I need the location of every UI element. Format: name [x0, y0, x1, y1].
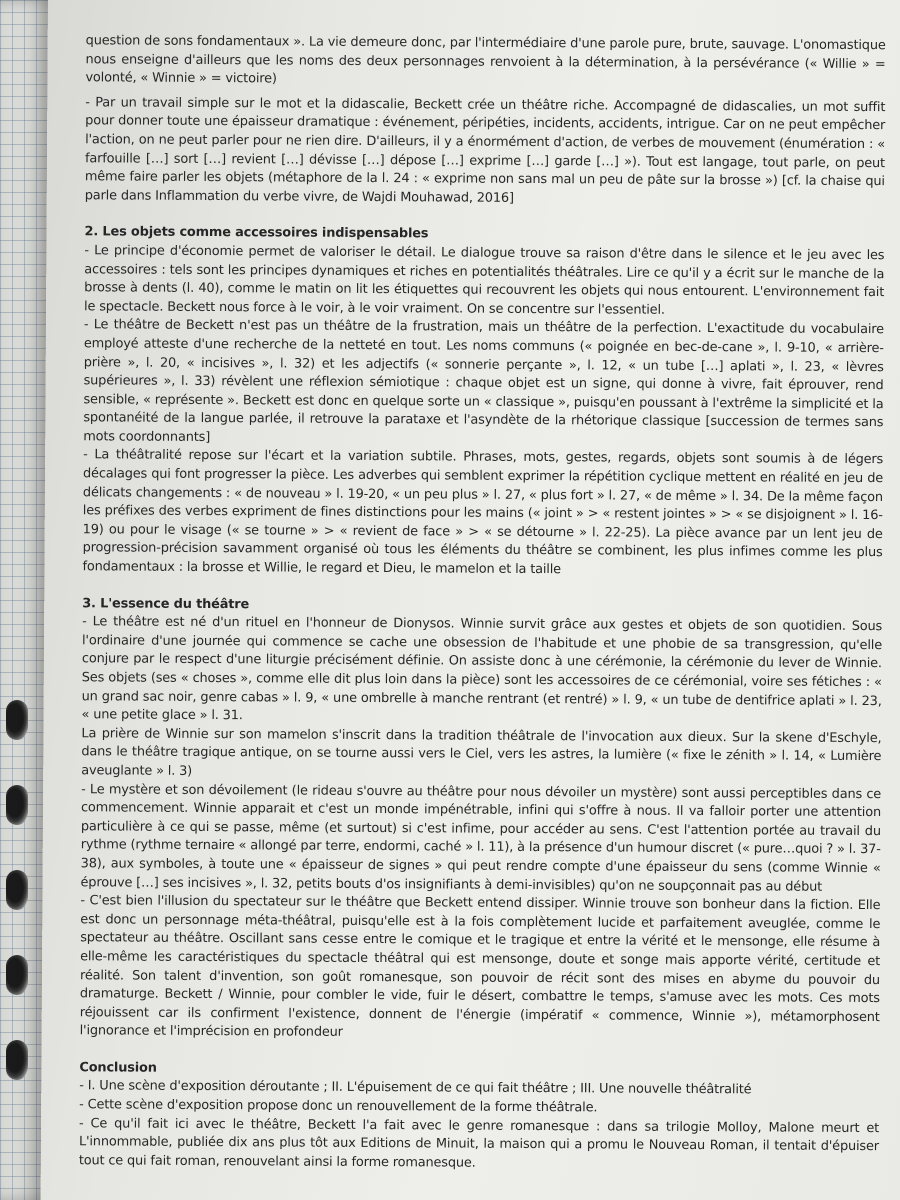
section-heading: Conclusion	[79, 1060, 157, 1076]
binder-ring-icon	[6, 870, 28, 910]
binder-ring-icon	[6, 1040, 28, 1080]
binder-ring-icon	[6, 785, 28, 825]
section-paragraph: La prière de Winnie sur son mamelon s'inscrit dans la tradition théâtrale de l'invocation aux dieux. Sur la skene d'Eschyle, dans le théâtre tragique antique, on se tourne aussi vers le Ciel, vers les astres, la lumière (« fixe le zénith » l. 14, « Lumière aveuglante » l. 3)	[81, 725, 882, 779]
section-paragraph: - C'est bien l'illusion du spectateur sur le théâtre que Beckett entend dissiper. Winnie trouve son bonheur dans la fiction. Elle est donc un personnage méta-théâtral, puisqu'elle est à la fois complètement lucide et parfaitement aveuglée, comme le spectateur au théâtre. Oscillant sans cesse entre le comique et le tragique et entre la vérité et le mensonge, elle résume à elle-même les caractéristiques du spectacle théâtral qui est mensonge, doute et songe mais apporte vérité, certitude et réalité. Son talent d'invention, son goût romanesque, son pouvoir de récit sont des mises en abyme du pouvoir du dramaturge. Beckett / Winnie, pour combler le vide, fuir le désert, combattre le temps, s'amuse avec les mots. Ces mots réjouissent car ils confirment l'existence, donnent de l'énergie (impératif « commence, Winnie »), métamorphosent l'ignorance et l'imprécision en profondeur	[79, 893, 881, 1041]
binder-ring-icon	[6, 955, 28, 995]
section-paragraph: - Le principe d'économie permet de valoriser le détail. Le dialogue trouve sa raison d'être dans le silence et le jeu avec les accessoires : tels sont les principes dynamiques et riches en potentialités théâtrales. Lire ce qu'il y a écrit sur le manche de la brosse à dents (l. 40), comme le matin on lit les étiquettes qui recouvrent les objets qui nous entourent. L'environnement fait le spectacle. Beckett nous force à le voir, à le voir vraiment. On se concentre sur l'essentiel.	[84, 243, 885, 318]
printed-page	[41, 0, 900, 1200]
intro-paragraph: - Par un travail simple sur le mot et la didascalie, Beckett crée un théâtre riche. Accompagné de didascalies, un mot suffit pour donner toute une épaisseur dramatique : événement, péripéties, incidents, accidents, intrigue. Car on ne peut empêcher l'action, on ne peut parler pour ne rien dire. D'ailleurs, il y a énormément d'action, de verbes de mouvement (énumération : « farfouille […] sort […] revient […] dévisse […] dépose […] exprime […] garde […] »). Tout est langage, tout parle, on peut même faire parler les objets (métaphore de la l. 24 : « exprime non sans mal un peu de pâte sur la brosse ») [cf. la chaise qui parle dans Inflammation du verbe vivre, de Wajdi Mouhawad, 2016]	[84, 95, 886, 206]
conclusion-paragraph: - Ce qu'il fait ici avec le théâtre, Beckett l'a fait avec le genre romanesque : dans sa trilogie Molloy, Malone meurt et L'innommable, publiée dix ans plus tôt aux Editions de Minuit, la maison qui a promu le Nouveau Roman, il tentait d'épuiser tout ce qui fait roman, renouvelant ainsi la forme romanesque.	[78, 1115, 880, 1171]
section-heading: 3. L'essence du théâtre	[82, 595, 250, 612]
conclusion-paragraph: - I. Une scène d'exposition déroutante ; II. L'épuisement de ce qui fait théâtre ; III. Une nouvelle théâtralité	[79, 1078, 752, 1098]
section-paragraph: - La théâtralité repose sur l'écart et la variation subtile. Phrases, mots, gestes, regards, objets sont soumis à de légers décalages qui font progresser la pièce. Les adverbes qui semblent exprimer la répétition cyclique mettent en réalité en jeu de délicats changements : « de nouveau » l. 19-20, « un peu plus » l. 27, « plus fort » l. 27, « de même » l. 34. De la même façon les préfixes des verbes expriment de fines distinctions pour les mains (« joint » > « restent jointes » > « se disjoignent » l. 16-19) ou pour le visage (« se tourne » > « revient de face » > « se détourne » l. 22-25). La pièce avance par un lent jeu de progression-précision savamment organisé où tous les éléments du théâtre se combinent, les plus infimes comme les plus fondamentaux : la brosse et Willie, le regard et Dieu, le mamelon et la taille	[82, 447, 884, 578]
section-paragraph: - Le mystère et son dévoilement (le rideau s'ouvre au théâtre pour nous dévoiler un mystère) sont aussi perceptibles dans ce commencement. Winnie apparait et c'est un monde impénétrable, infini qui s'offre à nous. Il va falloir porter une attention particulière à ce qui se passe, même (et surtout) si c'est infime, pour accéder au sens. C'est l'attention portée au travail du rythme (rythme ternaire « allongé par terre, endormi, caché » l. 11), à la présence d'un humour discret (« pure…quoi ? » l. 37-38), aux symboles, à toute une « épaisseur de signes » qui peut rendre compte d'une épaisseur du sens (comme Winnie « éprouve […] ses incisives », l. 32, petits bouts d'os insignifiants à demi-invisibles) qu'on ne soupçonnait pas au début	[80, 781, 882, 895]
section-heading: 2. Les objets comme accessoires indispensables	[84, 224, 429, 242]
binder-ring-icon	[6, 700, 28, 740]
section-paragraph: - Le théâtre de Beckett n'est pas un théâtre de la frustration, mais un théâtre de la perfection. L'exactitude du vocabulaire employé atteste d'une recherche de la netteté en tout. Les noms communs (« poignée en bec-de-cane », l. 9-10, « arrière-prière », l. 20, « incisives », l. 32) et les adjectifs (« sonnerie perçante », l. 12, « un tube […] aplati », l. 23, « lèvres supérieures », l. 33) révèlent une réflexion sémiotique : chaque objet est un signe, qui donne à vivre, fait éprouver, rend sensible, « représente ». Beckett est donc en quelque sorte un « classique », puisqu'en poussant à l'extrême la simplicité et la spontanéité de la langue parlée, il retrouve la parataxe et l'asyndète de la rhétorique classique [succession de termes sans mots coordonnants]	[83, 317, 884, 445]
conclusion-paragraph: - Cette scène d'exposition propose donc un renouvellement de la forme théâtrale.	[79, 1097, 598, 1116]
intro-paragraph: question de sons fondamentaux ». La vie demeure donc, par l'intermédiaire d'une parole pure, brute, sauvage. L'onomastique nous enseigne d'ailleurs que les noms des deux personnages renvoient à la détermination, à la persévérance (« Willie » = volonté, « Winnie » = victoire)	[85, 33, 886, 87]
document-body	[79, 32, 886, 1175]
section-paragraph: - Le théâtre est né d'un rituel en l'honneur de Dionysos. Winnie survit grâce aux gestes et objets de son quotidien. Sous l'ordinaire d'une journée qui commence se cache une obsession de l'habitude et une phobie de sa transgression, qu'elle conjure par le respect d'une liturgie précisément définie. On assiste donc à une cérémonie, la cérémonie du lever de Winnie. Ses objets (ses « choses », comme elle dit plus loin dans la pièce) sont les accessoires de ce cérémonial, voire ses fétiches : « un grand sac noir, genre cabas » l. 9, « une ombrelle à manche rentrant (et rentré) » l. 9, « un tube de dentifrice aplati » l. 23, « une petite glace » l. 31.	[81, 614, 883, 724]
